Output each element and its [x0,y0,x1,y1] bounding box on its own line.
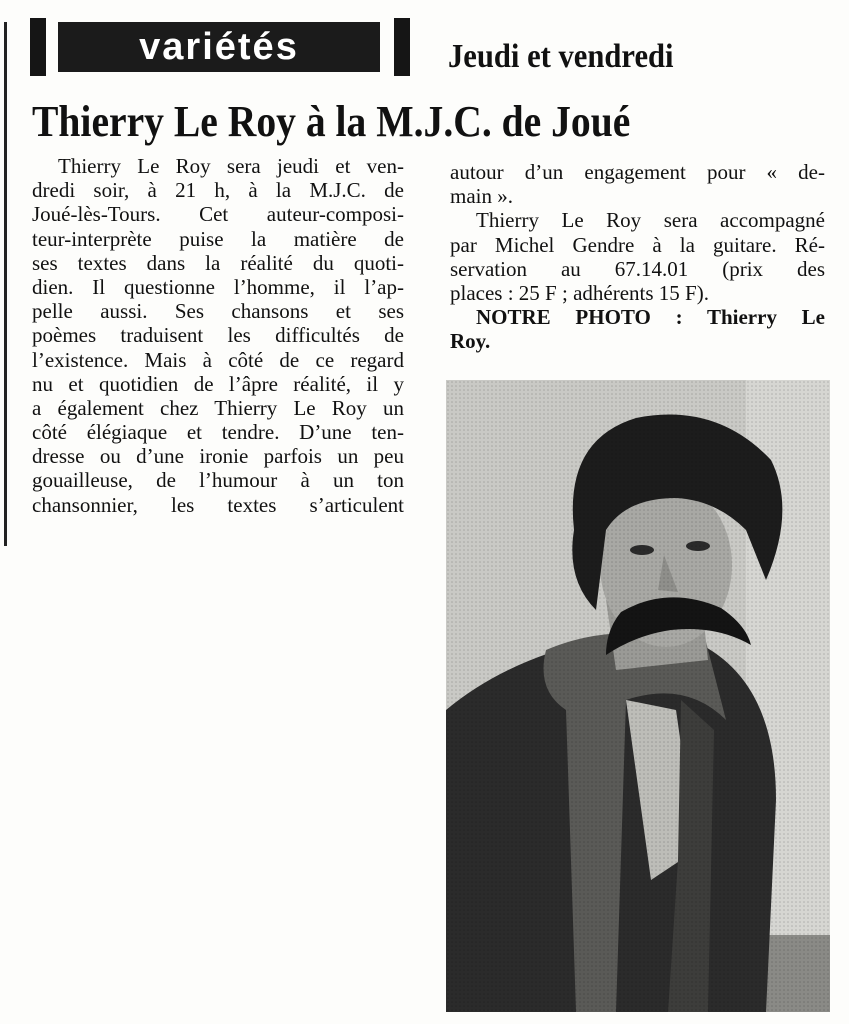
text-line: dredi soir, à 21 h, à la M.J.C. de [32,178,404,203]
banner-bar-left [30,18,46,76]
section-label: variétés [58,22,380,72]
text-line: chansonnier, les textes s’articulent [32,492,404,517]
photo-caption: NOTRE PHOTO : Thierry Le [476,305,825,330]
text-line: côté élégiaque et tendre. D’une ten- [32,420,404,445]
text-line: ses textes dans la réalité du quoti- [32,250,404,275]
text-line: main ». [450,184,513,209]
text-line: Joué-lès-Tours. Cet auteur-composi- [32,202,404,227]
banner-bar-right [394,18,410,76]
text-line: dresse ou d’une ironie parfois un peu [32,444,404,469]
text-line: servation au 67.14.01 (prix des [450,256,825,281]
text-line: Thierry Le Roy sera jeudi et ven- [58,154,404,178]
text-line: poèmes traduisent les difficultés de [32,323,404,348]
text-line: gouailleuse, de l’humour à un ton [32,468,404,493]
text-line: par Michel Gendre à la guitare. Ré- [450,232,825,257]
text-line: nu et quotidien de l’âpre réalité, il y [32,371,404,396]
kicker: Jeudi et vendredi [448,38,674,75]
text-line: autour d’un engagement pour « de- [450,160,825,184]
text-line: pelle aussi. Ses chansons et ses [32,299,404,324]
section-banner [30,18,410,76]
text-line: Thierry Le Roy sera accompagné [476,208,825,233]
text-line: a également chez Thierry Le Roy un [32,395,404,420]
portrait-photo [446,380,830,1012]
photo-caption-end: Roy. [450,329,491,354]
text-line: teur-interprète puise la matière de [32,226,404,251]
article-column-2 [450,160,825,354]
portrait-image [446,380,830,1012]
headline: Thierry Le Roy à la M.J.C. de Joué [32,97,631,146]
text-line: l’existence. Mais à côté de ce regard [32,347,404,372]
article-column-1 [32,154,404,517]
left-column-rule [4,22,7,546]
text-line: dien. Il questionne l’homme, il l’ap- [32,274,404,299]
text-line: places : 25 F ; adhérents 15 F). [450,280,709,305]
